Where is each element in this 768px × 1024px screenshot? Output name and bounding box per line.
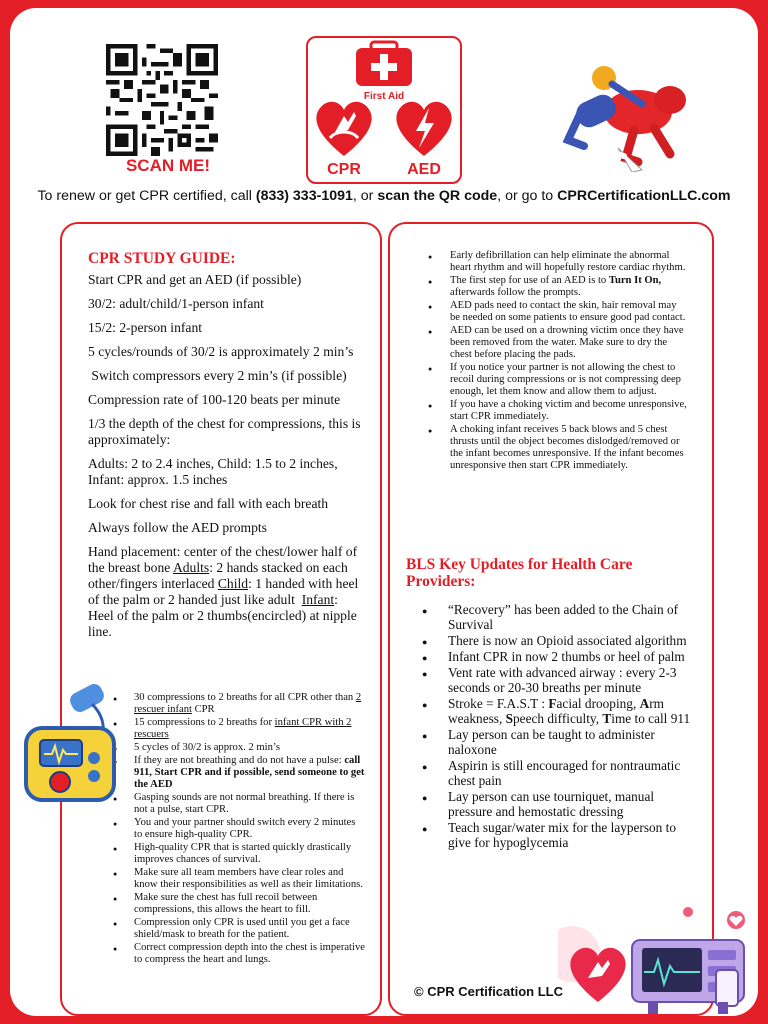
item-text: peech difficulty, xyxy=(513,711,603,726)
qr-instruction: scan the QR code xyxy=(377,188,498,204)
guide-paragraph: Look for chest rise and fall with each breath xyxy=(88,496,329,511)
list-item: ● Aspirin is still encouraged for nontraumatic chest pain xyxy=(448,758,698,788)
study-guide-title: CPR STUDY GUIDE: xyxy=(88,250,236,267)
item-text: A xyxy=(639,696,650,711)
guide-paragraph: Compression rate of 100-120 beats per minute xyxy=(88,392,341,407)
list-item: ● 5 cycles of 30/2 is approx. 2 min’s xyxy=(134,742,366,754)
qr-code[interactable] xyxy=(106,44,218,156)
hand-text: : Heel of the palm or 2 thumbs(encircled) at nipple line. xyxy=(88,592,361,639)
list-item: ● AED can be used on a drowning victim once they have been removed from the water. Make sure to dry the chest before placing the pads. xyxy=(450,325,688,361)
list-item: ● Correct compression depth into the chest is imperative to compress the heart and lungs. xyxy=(134,942,366,966)
hand-placement-paragraph xyxy=(88,544,366,640)
list-item xyxy=(448,696,698,726)
cpr-heart-icon xyxy=(316,102,371,156)
first-aid-text: First Aid xyxy=(363,91,405,102)
list-item xyxy=(134,692,366,716)
cpr-text: CPR xyxy=(327,161,361,178)
guide-paragraph: Start CPR and get an AED (if possible) xyxy=(88,272,302,287)
list-item: ● There is now an Opioid associated algorithm xyxy=(448,633,698,648)
cpr-study-guide-panel xyxy=(60,222,382,1016)
list-item: ● Vent rate with advanced airway : every 2-3 seconds or 20-30 breaths per minute xyxy=(448,665,698,695)
cpr-rescuer-illustration xyxy=(558,52,708,172)
aed-bls-panel xyxy=(388,222,714,1016)
contact-text: , or go to xyxy=(497,188,558,204)
guide-paragraph: 5 cycles/rounds of 30/2 is approximately 2 min’s xyxy=(88,344,354,359)
contact-text: , or xyxy=(352,188,378,204)
aed-device-illustration xyxy=(20,684,124,814)
list-item: ● Lay person can be taught to administer naloxone xyxy=(448,727,698,757)
hand-child: Child xyxy=(217,576,249,591)
item-text: call 911, Start CPR and if possible, send someone to get the AED xyxy=(134,755,365,790)
guide-paragraph: Adults: 2 to 2.4 inches, Child: 1.5 to 2 inches, Infant: approx. 1.5 inches xyxy=(88,456,338,487)
phone-number[interactable]: (833) 333-1091 xyxy=(255,188,353,204)
guide-paragraph: 1/3 the depth of the chest for compressions, this is approximately: xyxy=(88,416,361,447)
aed-notes-list xyxy=(450,250,688,473)
bls-updates-list xyxy=(448,602,698,851)
list-item: ● If you notice your partner is not allowing the chest to recoil during compressions or is not compressing deep enough, let them know and allow them to adjust. xyxy=(450,362,688,398)
list-item: ● High-quality CPR that is started quickly drastically improves chances of survival. xyxy=(134,842,366,866)
copyright-footer: © CPR Certification LLC xyxy=(414,984,563,999)
list-item: ● If you have a choking victim and become unresponsive, start CPR immediately. xyxy=(450,399,688,423)
contact-text: To renew or get CPR certified, call xyxy=(37,188,256,204)
list-item: ● AED pads need to contact the skin, hair removal may be needed on some patients to ensure good pad contact. xyxy=(450,300,688,324)
item-text: CPR xyxy=(191,704,215,715)
item-text: Stroke = F.A.S.T : xyxy=(448,696,549,711)
guide-paragraph: 15/2: 2-person infant xyxy=(88,320,203,335)
first-aid-logo xyxy=(306,36,462,184)
guide-paragraph: Always follow the AED prompts xyxy=(88,520,267,535)
item-text: S xyxy=(505,711,514,726)
scan-me-label: SCAN ME! xyxy=(125,156,211,175)
bls-title: BLS Key Updates for Health Care Providers: xyxy=(406,556,633,590)
medical-monitor-illustration xyxy=(558,906,758,1016)
list-item: ● Teach sugar/water mix for the layperson to give for hypoglycemia xyxy=(448,820,698,850)
item-text: F xyxy=(548,696,557,711)
item-text: If they are not breathing and do not have a pulse: xyxy=(134,755,345,766)
list-item: ● Early defibrillation can help eliminate the abnormal heart rhythm and will hopefully restore cardiac rhythm. xyxy=(450,250,688,274)
first-aid-kit-icon xyxy=(356,42,412,86)
hand-text: Hand placement: center of the chest/lower half of the breast bone xyxy=(88,544,361,575)
item-text: infant CPR with 2 rescuers xyxy=(134,717,352,740)
list-item: ● Make sure the chest has full recoil between compressions, this allows the heart to fill. xyxy=(134,892,366,916)
list-item: ● Compression only CPR is used until you get a face shield/mask to breath for the patient. xyxy=(134,917,366,941)
list-item: ● “Recovery” has been added to the Chain of Survival xyxy=(448,602,698,632)
hand-infant: Infant xyxy=(301,592,335,607)
item-text: acial drooping, xyxy=(556,696,640,711)
list-item: ● Gasping sounds are not normal breathing. If there is not a pulse, start CPR. xyxy=(134,792,366,816)
hand-text: : 2 hands stacked on each other/fingers interlaced xyxy=(88,560,352,591)
item-text: T xyxy=(602,711,612,726)
page xyxy=(10,8,758,1016)
item-text: The first step for use of an AED is to xyxy=(450,275,609,286)
guide-paragraph: 30/2: adult/child/1-person infant xyxy=(88,296,264,311)
aed-heart-icon xyxy=(396,102,451,156)
aed-text: AED xyxy=(407,161,441,178)
item-text: 30 compressions to 2 breaths for all CPR other than xyxy=(134,692,356,703)
list-item: ● You and your partner should switch every 2 minutes to ensure high-quality CPR. xyxy=(134,817,366,841)
item-text: rm weakness, xyxy=(448,696,664,726)
list-item: ● Make sure all team members have clear roles and know their responsibilities as well as their limitations. xyxy=(134,867,366,891)
item-text: 2 rescuer infant xyxy=(134,692,362,715)
list-item: ● Infant CPR in now 2 thumbs or heel of palm xyxy=(448,649,698,664)
list-item xyxy=(134,755,366,791)
list-item xyxy=(450,275,688,299)
guide-paragraph: Switch compressors every 2 min’s (if possible) xyxy=(88,368,347,383)
study-guide-paragraphs xyxy=(88,272,366,648)
study-guide-bullets xyxy=(134,692,366,967)
contact-line xyxy=(10,188,758,204)
hand-adults: Adults xyxy=(172,560,210,575)
item-text: ime to call 911 xyxy=(611,711,691,726)
item-text: Turn It On, xyxy=(608,275,662,286)
item-text: afterwards follow the prompts. xyxy=(450,287,581,298)
list-item: ● Lay person can use tourniquet, manual pressure and hemostatic dressing xyxy=(448,789,698,819)
hand-text: : 1 handed with heel of the palm or 2 handed just like adult xyxy=(88,576,362,607)
list-item: ● A choking infant receives 5 back blows and 5 chest thrusts until the object becomes dislodged/removed or the infant becomes unresponsive. If the infant becomes unresponsive then start CPR immediately. xyxy=(450,424,688,472)
list-item xyxy=(134,717,366,741)
website-link[interactable]: CPRCertificationLLC.com xyxy=(557,188,731,204)
item-text: 15 compressions to 2 breaths for xyxy=(134,717,275,728)
